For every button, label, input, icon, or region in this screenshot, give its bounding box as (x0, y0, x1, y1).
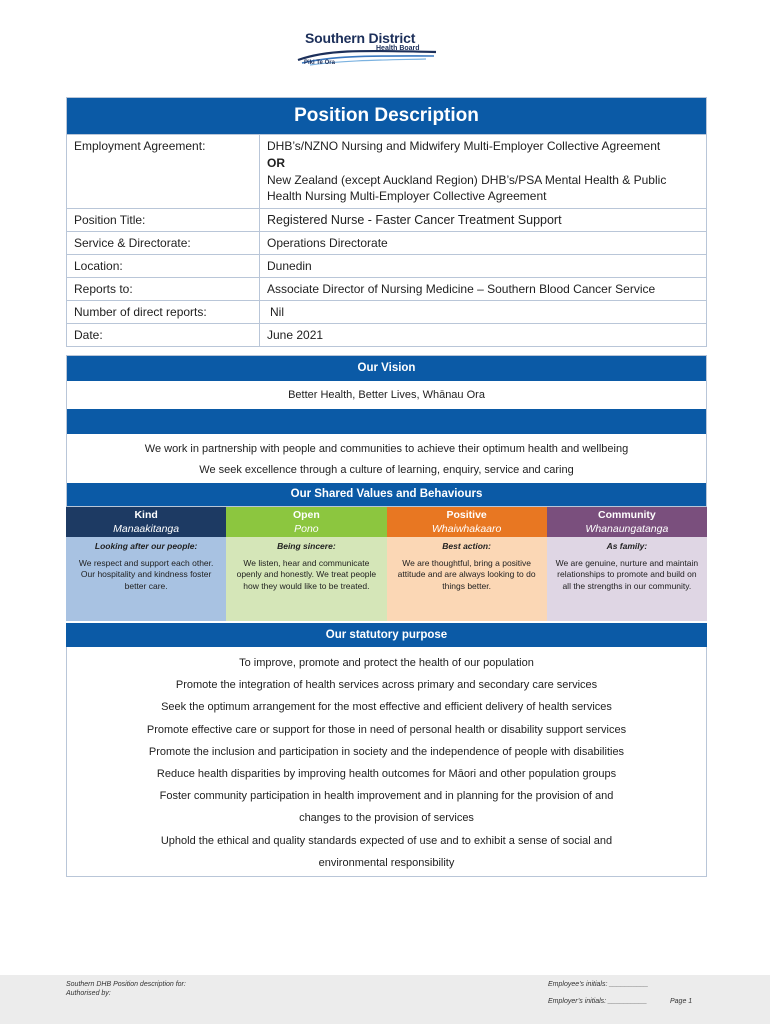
statutory-item: Promote the integration of health services across primary and secondary care services (175, 679, 598, 692)
pd-value: June 2021 (267, 328, 324, 342)
statutory-purpose-table (66, 623, 707, 877)
values-grid (66, 507, 707, 621)
pd-label: Date: (67, 324, 260, 346)
logo-board: Health Board (376, 45, 420, 52)
value-body (226, 537, 386, 621)
value-header (66, 507, 226, 537)
statutory-heading: Our statutory purpose (66, 623, 707, 647)
statutory-item: Reduce health disparities by improving health outcomes for Māori and other population groups (156, 768, 617, 781)
vision-line: We seek excellence through a culture of learning, enquiry, service and caring (199, 464, 574, 476)
value-text: We respect and support each other. Our hospitality and kindness foster better care. (78, 557, 214, 591)
value-community (547, 507, 707, 621)
value-header (387, 507, 547, 537)
statutory-list (67, 647, 706, 874)
statutory-item: environmental responsibility (318, 856, 455, 869)
statutory-item: Uphold the ethical and quality standards expected of use and to exhibit a sense of social and (160, 834, 613, 847)
value-title: Looking after our people: (94, 541, 198, 551)
pd-label: Service & Directorate: (67, 232, 260, 254)
statutory-item: To improve, promote and protect the health of our population (239, 657, 534, 669)
value-title: Best action: (442, 541, 491, 551)
vision-text: Better Health, Better Lives, Whānau Ora (288, 389, 485, 401)
pd-label: Position Title: (67, 209, 260, 231)
logo-tagline: Piki Te Ora (304, 60, 335, 66)
value-title: Being sincere: (277, 541, 336, 551)
footer-employee-initials: Employee’s initials: __________ (548, 981, 649, 988)
value-body (387, 537, 547, 621)
pd-value-line: DHB’s/NZNO Nursing and Midwifery Multi-Employer Collective Agreement (267, 139, 661, 153)
pd-value (260, 135, 706, 208)
value-name: Open (292, 509, 320, 521)
value-text: We are genuine, nurture and maintain relationships to promote and build on all the strengths in our community. (555, 557, 699, 591)
vision-table (66, 355, 707, 507)
sdhb-logo (296, 30, 441, 72)
pd-title: Position Description (67, 98, 706, 134)
pd-label: Employment Agreement: (67, 135, 260, 208)
pd-value: Dunedin (267, 259, 312, 273)
value-name: Kind (134, 509, 158, 521)
footer-employer-initials: Employer’s initials: __________ (548, 998, 647, 1005)
value-header (226, 507, 386, 537)
pd-row-location (67, 254, 706, 277)
statutory-item: Seek the optimum arrangement for the most effective and efficient delivery of health services (161, 701, 612, 714)
value-maori: Whaiwhakaaro (431, 523, 502, 535)
statutory-item: changes to the provision of services (299, 812, 474, 825)
value-text: We are thoughtful, bring a positive attitude and are always looking to do things better. (397, 557, 536, 591)
pd-label: Number of direct reports: (67, 301, 260, 323)
pd-value-line: New Zealand (except Auckland Region) DHB’s/PSA Mental Health & Public (267, 173, 667, 187)
statutory-item: Promote effective care or support for those in need of personal health or disability support services (146, 723, 627, 736)
values-heading: Our Shared Values and Behaviours (67, 483, 706, 506)
value-body (66, 537, 226, 621)
vision-blank-bar (67, 409, 706, 434)
footer-page-number: Page 1 (670, 998, 693, 1005)
statutory-item: Foster community participation in health improvement and in planning for the provision of and (159, 790, 614, 803)
pd-row-date (67, 323, 706, 346)
pd-value: Nil (270, 305, 284, 319)
pd-row-service (67, 231, 706, 254)
pd-label: Reports to: (67, 278, 260, 300)
value-maori: Whanaungatanga (585, 523, 669, 535)
footer-pd-for: Southern DHB Position description for: (66, 981, 186, 988)
value-text: We listen, hear and communicate openly and honestly. We treat people how they would like to be treated. (236, 557, 377, 591)
value-open (226, 507, 386, 621)
value-maori: Manaakitanga (113, 523, 180, 535)
value-name: Community (598, 509, 656, 521)
value-name: Positive (446, 509, 487, 521)
logo-name: Southern District (305, 30, 416, 46)
pd-value: Registered Nurse - Faster Cancer Treatment Support (267, 213, 562, 227)
value-maori: Pono (294, 523, 319, 535)
vision-line: We work in partnership with people and communities to achieve their optimum health and wellbeing (144, 443, 629, 455)
pd-label: Location: (67, 255, 260, 277)
pd-value: Operations Directorate (267, 236, 388, 250)
vision-heading: Our Vision (67, 356, 706, 381)
pd-value-line: Health Nursing Multi-Employer Collective Agreement (267, 189, 547, 203)
pd-value: Associate Director of Nursing Medicine – Southern Blood Cancer Service (267, 282, 656, 296)
value-header (547, 507, 707, 537)
statutory-item: Promote the inclusion and participation in society and the independence of people with disabilities (148, 745, 625, 758)
pd-row-employment (67, 134, 706, 208)
page-footer (0, 975, 770, 1024)
pd-row-reports-to (67, 277, 706, 300)
position-description-table (66, 97, 707, 347)
value-title: As family: (606, 541, 648, 551)
footer-authorised: Authorised by: (66, 990, 111, 997)
value-kind (66, 507, 226, 621)
pd-row-title (67, 208, 706, 231)
value-body (547, 537, 707, 621)
pd-row-direct-reports (67, 300, 706, 323)
value-positive (387, 507, 547, 621)
pd-or: OR (267, 156, 285, 170)
